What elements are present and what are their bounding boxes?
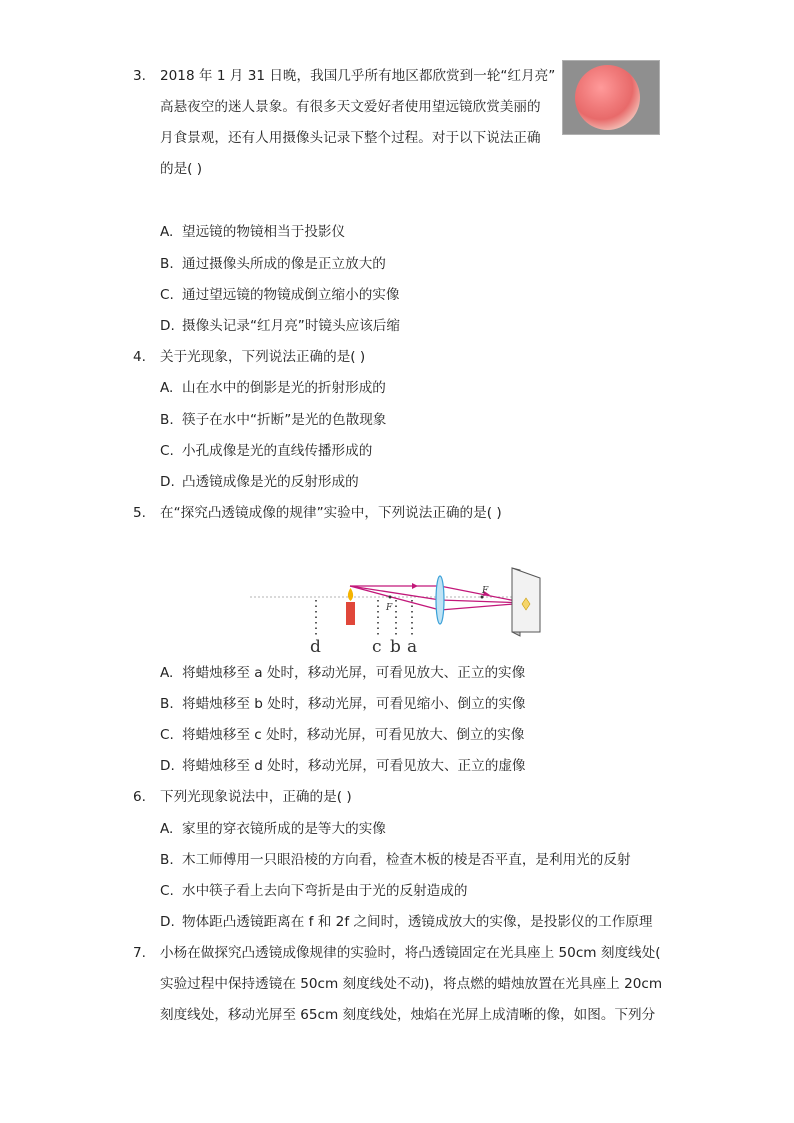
option-letter: B. <box>160 412 174 428</box>
option-text: 物体距凸透镜距离在 f 和 2f 之间时，透镜成放大的实像，是投影仪的工作原理 <box>182 914 653 930</box>
option-b[interactable] <box>160 255 386 273</box>
option-text: 通过望远镜的物镜成倒立缩小的实像 <box>182 287 400 303</box>
option-letter: C. <box>160 727 174 743</box>
question-number: 4. <box>133 349 146 365</box>
option-c[interactable] <box>160 882 467 900</box>
option-letter: D. <box>160 474 175 490</box>
convex-lens-icon <box>436 576 444 624</box>
option-c[interactable] <box>160 442 372 460</box>
option-text: 将蜡烛移至 a 处时，移动光屏，可看见放大、正立的实像 <box>182 665 526 681</box>
option-text: 木工师傅用一只眼沿棱的方向看，检查木板的棱是否平直，是利用光的反射 <box>182 852 631 868</box>
question-text-line: 高悬夜空的迷人景象。有很多天文爱好者使用望远镜欣赏美丽的 <box>160 99 541 115</box>
candle-icon <box>346 602 355 625</box>
option-letter: A. <box>160 821 174 837</box>
option-a[interactable] <box>160 820 386 838</box>
question-number: 3. <box>133 68 146 84</box>
label-b: b <box>390 637 401 657</box>
focal-point-left <box>389 596 392 599</box>
option-text: 水中筷子看上去向下弯折是由于光的反射造成的 <box>182 883 468 899</box>
option-a[interactable] <box>160 379 386 397</box>
option-letter: C. <box>160 883 174 899</box>
option-letter: D. <box>160 318 175 334</box>
option-letter: A. <box>160 380 174 396</box>
question-text-line: 刻度线处，移动光屏至 65cm 刻度线处，烛焰在光屏上成清晰的像，如图。下列分 <box>160 1007 656 1023</box>
label-a: a <box>407 637 418 657</box>
option-text: 山在水中的倒影是光的折射形成的 <box>182 380 386 396</box>
option-d[interactable] <box>160 473 359 491</box>
option-d[interactable] <box>160 757 526 775</box>
option-c[interactable] <box>160 726 524 744</box>
option-text: 将蜡烛移至 d 处时，移动光屏，可看见放大、正立的虚像 <box>182 758 526 774</box>
option-letter: C. <box>160 443 174 459</box>
question-text-line: 关于光现象，下列说法正确的是( ) <box>160 349 366 365</box>
question-number: 6. <box>133 789 146 805</box>
label-F-right: F <box>482 586 489 596</box>
option-letter: C. <box>160 287 174 303</box>
option-a[interactable] <box>160 664 525 682</box>
convex-lens-diagram <box>240 560 560 660</box>
option-b[interactable] <box>160 695 526 713</box>
question-text-line: 下列光现象说法中，正确的是( ) <box>160 789 352 805</box>
option-c[interactable] <box>160 286 400 304</box>
question-text-line: 2018 年 1 月 31 日晚，我国几乎所有地区都欣赏到一轮“红月亮” <box>160 68 556 84</box>
label-F-left: F <box>386 603 393 613</box>
option-text: 将蜡烛移至 b 处时，移动光屏，可看见缩小、倒立的实像 <box>182 696 526 712</box>
option-text: 家里的穿衣镜所成的是等大的实像 <box>182 821 386 837</box>
question-text-line: 在“探究凸透镜成像的规律”实验中，下列说法正确的是( ) <box>160 505 502 521</box>
moon-disc <box>575 65 640 130</box>
flame-icon <box>348 588 353 601</box>
option-b[interactable] <box>160 851 631 869</box>
option-b[interactable] <box>160 411 386 429</box>
option-text: 凸透镜成像是光的反射形成的 <box>182 474 359 490</box>
option-d[interactable] <box>160 913 653 931</box>
question-text-line: 月食景观，还有人用摄像头记录下整个过程。对于以下说法正确 <box>160 130 541 146</box>
option-letter: D. <box>160 914 175 930</box>
label-d: d <box>310 637 321 657</box>
option-letter: B. <box>160 256 174 272</box>
option-letter: A. <box>160 665 174 681</box>
question-text-line: 小杨在做探究凸透镜成像规律的实验时，将凸透镜固定在光具座上 50cm 刻度线处( <box>160 945 661 961</box>
question-text-line: 实验过程中保持透镜在 50cm 刻度线处不动)，将点燃的蜡烛放置在光具座上 20cm <box>160 976 663 992</box>
option-letter: B. <box>160 696 174 712</box>
option-text: 通过摄像头所成的像是正立放大的 <box>182 256 386 272</box>
option-letter: D. <box>160 758 175 774</box>
option-text: 小孔成像是光的直线传播形成的 <box>182 443 373 459</box>
red-moon-photo <box>562 60 660 135</box>
option-d[interactable] <box>160 317 400 335</box>
option-text: 筷子在水中“折断”是光的色散现象 <box>182 412 387 428</box>
question-text-line: 的是( ) <box>160 161 203 177</box>
option-text: 望远镜的物镜相当于投影仪 <box>182 224 346 240</box>
option-letter: A. <box>160 224 174 240</box>
option-letter: B. <box>160 852 174 868</box>
question-number: 7. <box>133 945 146 961</box>
option-text: 摄像头记录“红月亮”时镜头应该后缩 <box>182 318 400 334</box>
option-a[interactable] <box>160 223 345 241</box>
label-c: c <box>372 637 382 657</box>
option-text: 将蜡烛移至 c 处时，移动光屏，可看见放大、倒立的实像 <box>182 727 525 743</box>
question-number: 5. <box>133 505 146 521</box>
